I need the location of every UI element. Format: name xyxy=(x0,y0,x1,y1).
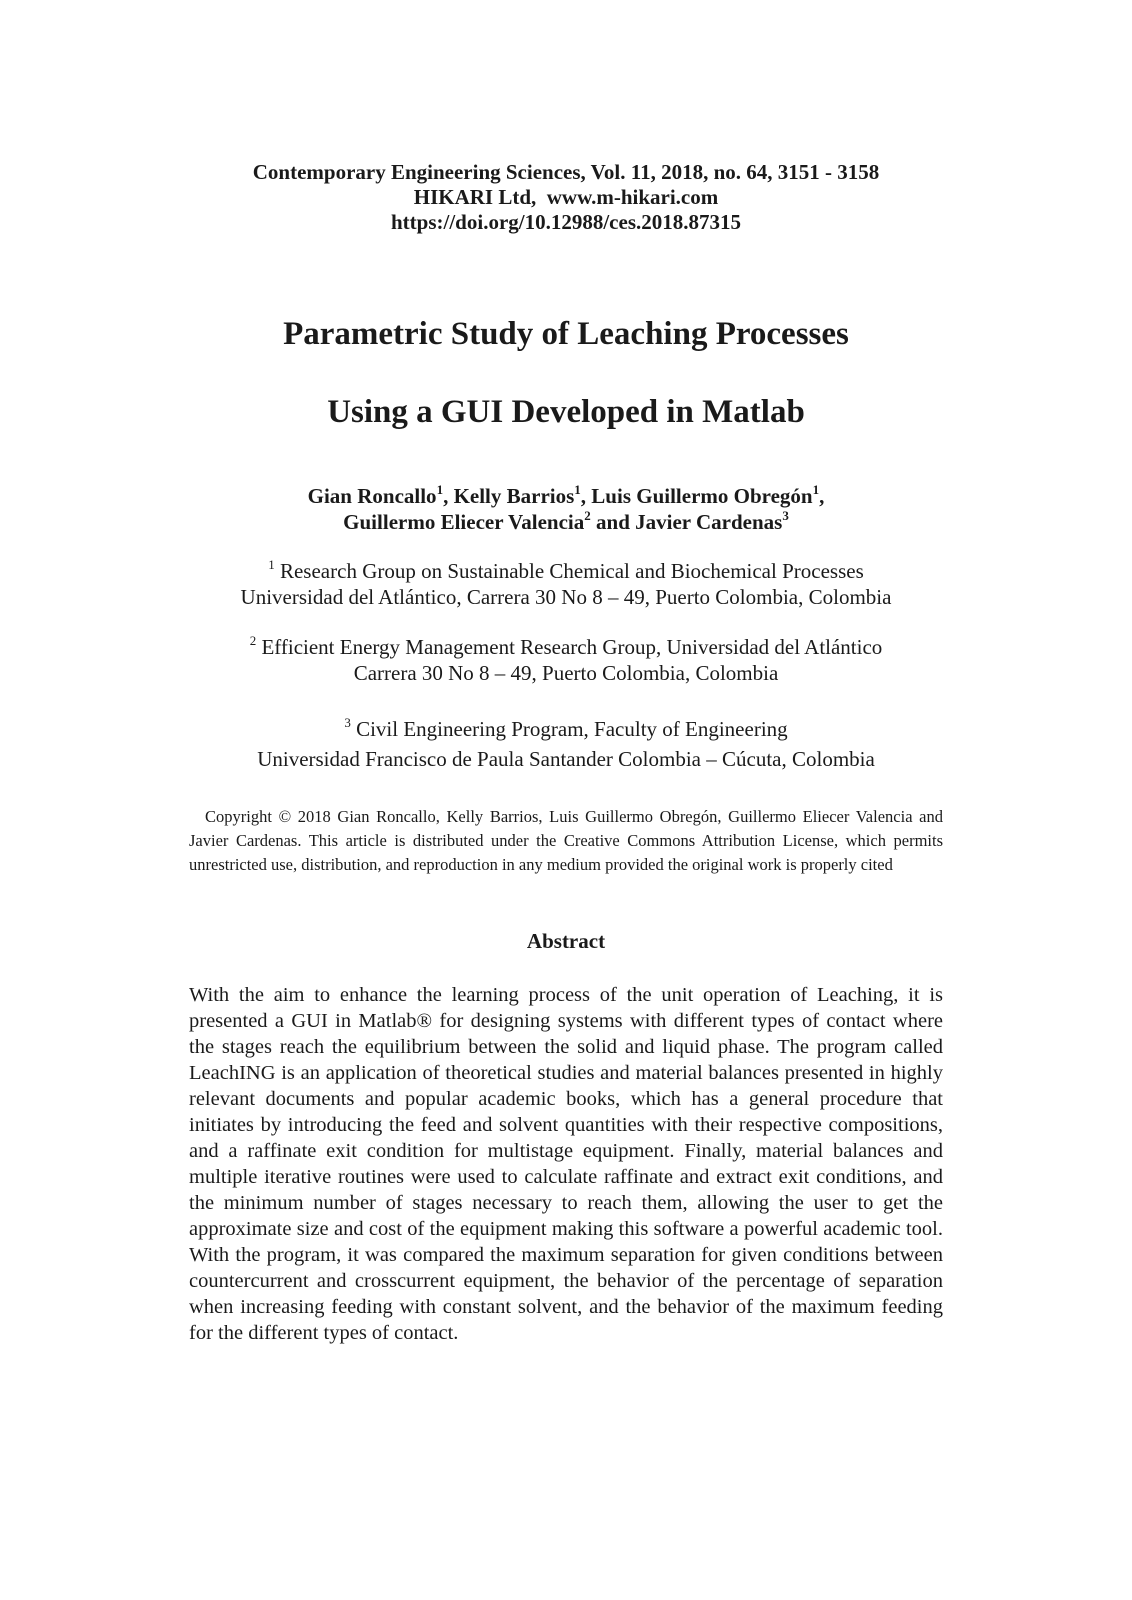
affiliation-3 xyxy=(0,716,1132,772)
author-affiliation-mark: 1 xyxy=(812,482,820,497)
author-affiliation-mark: 3 xyxy=(782,508,789,523)
abstract-body: With the aim to enhance the learning process of the unit operation of Leaching, it is presented a GUI in Matlab® for designing systems with different types of contact where the stages reach the equilibrium between the solid and liquid phase. The program called LeachING is an application of theoretical studies and material balances presented in highly relevant documents and popular academic books, which has a general procedure that initiates by introducing the feed and solvent quantities with their respective compositions, and a raffinate exit condition for multistage equipment. Finally, material balances and multiple iterative routines were used to calculate raffinate and extract exit conditions, and the minimum number of stages necessary to reach them, allowing the user to get the approximate size and cost of the equipment making this software a powerful academic tool. With the program, it was compared the maximum separation for given conditions between countercurrent and crosscurrent equipment, the behavior of the percentage of separation when increasing feeding with constant solvent, and the behavior of the maximum feeding for the different types of contact. xyxy=(189,984,943,1344)
affiliation-1 xyxy=(0,558,1132,610)
author-line-1 xyxy=(0,483,1132,509)
affiliation-text: Efficient Energy Management Research Group, Universidad del Atlántico xyxy=(256,635,883,659)
affiliation-line xyxy=(0,558,1132,584)
author-separator: , xyxy=(819,484,825,508)
journal-citation: Contemporary Engineering Sciences, Vol. 11, 2018, no. 64, 3151 - 3158 xyxy=(252,160,880,184)
author-separator: , xyxy=(580,484,592,508)
affiliation-2 xyxy=(0,634,1132,686)
author-affiliation-mark: 1 xyxy=(574,482,581,497)
journal-publisher: HIKARI Ltd, www.m-hikari.com xyxy=(413,185,719,209)
author-line-2 xyxy=(0,509,1132,535)
author-name: Luis Guillermo Obregón xyxy=(591,484,813,508)
author-name: Kelly Barrios xyxy=(453,484,575,508)
author-name: Guillermo Eliecer Valencia xyxy=(343,510,585,534)
affiliation-mark: 2 xyxy=(249,633,257,648)
affiliation-line xyxy=(0,716,1132,742)
paper-title-line-1: Parametric Study of Leaching Processes xyxy=(283,316,849,352)
author-separator: , xyxy=(443,484,454,508)
author-affiliation-mark: 2 xyxy=(584,508,591,523)
affiliation-line: Universidad del Atlántico, Carrera 30 No 8 – 49, Puerto Colombia, Colombia xyxy=(240,585,892,609)
journal-doi: https://doi.org/10.12988/ces.2018.87315 xyxy=(391,210,741,234)
author-list xyxy=(0,483,1132,535)
journal-header xyxy=(0,160,1132,235)
affiliation-text: Civil Engineering Program, Faculty of Engineering xyxy=(350,717,788,741)
affiliation-text: Research Group on Sustainable Chemical and Biochemical Processes xyxy=(274,559,864,583)
author-name: Javier Cardenas xyxy=(635,510,783,534)
paper-title-line-2: Using a GUI Developed in Matlab xyxy=(327,394,805,430)
author-name: Gian Roncallo xyxy=(307,484,437,508)
affiliation-mark: 1 xyxy=(268,557,275,572)
abstract-heading: Abstract xyxy=(526,929,606,953)
copyright-notice: Copyright © 2018 Gian Roncallo, Kelly Barrios, Luis Guillermo Obregón, Guillermo Eliecer Valencia and Javier Cardenas. This article is distributed under the Creative Commons Attribution License, which permits unrestricted use, distribution, and reproduction in any medium provided the original work is properly cited xyxy=(189,807,943,874)
author-separator: and xyxy=(590,510,636,534)
affiliation-mark: 3 xyxy=(344,715,351,730)
affiliation-line: Universidad Francisco de Paula Santander Colombia – Cúcuta, Colombia xyxy=(257,747,875,771)
author-affiliation-mark: 1 xyxy=(436,482,444,497)
affiliation-line xyxy=(0,634,1132,660)
affiliation-line: Carrera 30 No 8 – 49, Puerto Colombia, Colombia xyxy=(353,661,779,685)
